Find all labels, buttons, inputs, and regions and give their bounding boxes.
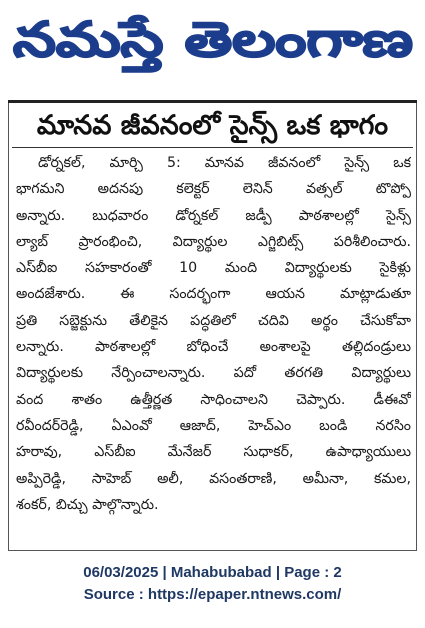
- article-line: ఎస్‌బీఐ సహకారంతో 10 మంది విద్యార్థులకు సైకిళ్లు: [16, 260, 411, 277]
- article-line: ప్రతి సబ్జెక్టును తేలికైన పద్ధతిలో చదివి అర్థం చేసుకోవా: [16, 312, 411, 329]
- article-line: డోర్నకల్, మార్చి 5: మానవ జీవనంలో సైన్స్ ఒక: [38, 155, 411, 171]
- article-line: అందజేశారు. ఈ సందర్భంగా ఆయన మాట్లాడుతూ: [16, 286, 411, 303]
- masthead-logo: [8, 4, 418, 74]
- article-line: అన్నారు. బుధవారం డోర్నకల్ జడ్పీ పాఠశాలల్లో సైన్స్: [16, 207, 411, 224]
- article-body: [16, 150, 411, 518]
- article-headline: మానవ జీవనంలో సైన్స్ ఒక భాగం: [36, 110, 389, 141]
- masthead-title: నమస్తే తెలంగాణ: [12, 12, 327, 68]
- article-line: విద్యార్థులకు నేర్పించాలన్నారు. పదో తరగతి విద్యార్థులు: [16, 365, 411, 382]
- article-line: అప్పిరెడ్డి, సాహెబ్ అలీ, వసంతరాణి, అమీనా, కమల,: [16, 470, 411, 487]
- article-line: లన్నారు. పాఠశాలల్లో బోధించే అంశాలపై తల్లిదండ్రులు: [16, 339, 411, 356]
- article-line: హరావు, ఎస్‌బీఐ మేనేజర్ సుధాకర్, ఉపాధ్యాయులు: [16, 444, 411, 461]
- footer-source: Source : https://epaper.ntnews.com/: [83, 586, 342, 603]
- clipping-footer: [0, 562, 425, 606]
- footer-meta: 06/03/2025 | Mahabubabad | Page : 2: [83, 564, 342, 581]
- headline-rule: [12, 147, 413, 148]
- article-line: ల్యాబ్ ప్రారంభించి, విద్యార్థుల ఎగ్జిబిట్స్ పరిశీలించారు.: [16, 233, 411, 250]
- newspaper-masthead: [0, 0, 425, 78]
- article-line: శంకర్, బిచ్చు పాల్గొన్నారు.: [16, 496, 159, 513]
- article-line: వంద శాతం ఉత్తీర్ణత సాధించాలని చెప్పారు. డీఈవో: [16, 391, 411, 408]
- article-line: భాగమని అదనపు కలెక్టర్ లెనిన్ వత్సల్ టొప్పో: [16, 181, 411, 198]
- article-line: రవీందర్‌రెడ్డి, ఏఎంవో ఆజాద్, హెచ్‌ఎం బండి నరసిం: [16, 417, 411, 434]
